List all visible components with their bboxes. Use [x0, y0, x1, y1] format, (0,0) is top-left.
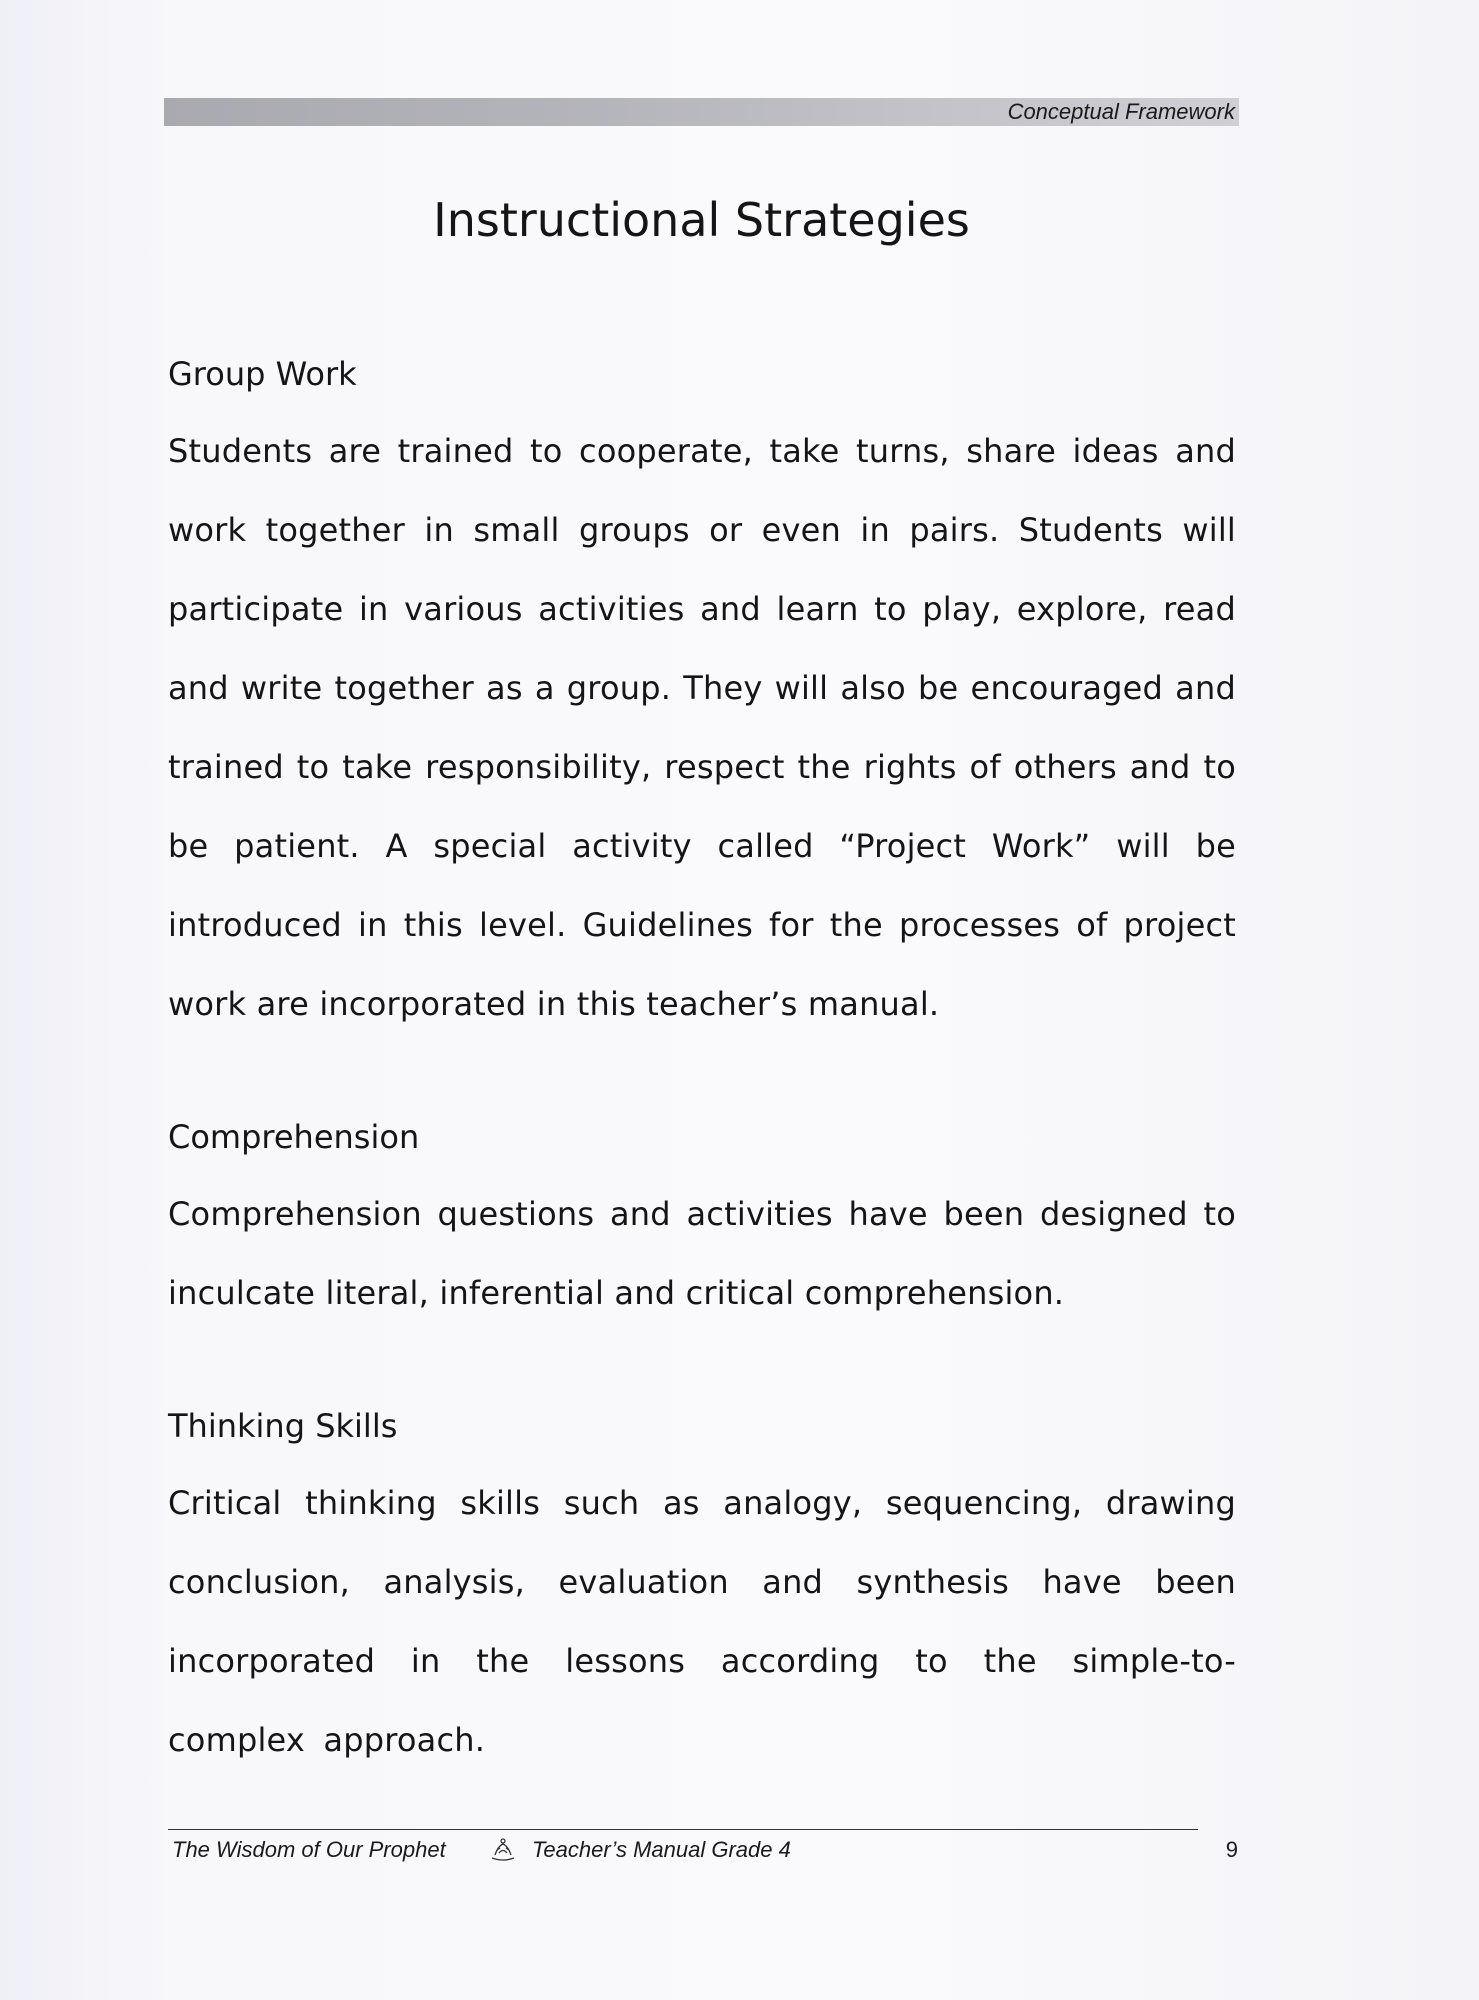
section-body: Students are trained to cooperate, take turns, share ideas and work together in small groups or even in pairs. Students will participate in various activities and learn to play, explore, read and write together as a group. They will also be encouraged and trained to take responsibility, respect the rights of others and to be patient. A special activity called “Project Work” will be introduced in this level. Guidelines for the processes of project work are incorporated in this teacher’s manual. [168, 432, 1236, 1023]
section-body: Critical thinking skills such as analogy, sequencing, drawing conclusion, analysis, evaluation and synthesis have been incorporated in the lessons according to the simple-to-complex approach. [168, 1484, 1236, 1759]
footer-divider [168, 1829, 1198, 1830]
honorific-emblem-icon [488, 1836, 518, 1864]
section-thinking-skills [168, 1406, 1236, 1780]
page-number: 9 [1225, 1837, 1238, 1862]
footer [172, 1836, 1238, 1866]
footer-manual-title: Teacher’s Manual Grade 4 [532, 1837, 791, 1862]
section-heading: Thinking Skills [168, 1407, 398, 1445]
page-title: Instructional Strategies [433, 193, 970, 247]
footer-book-title: The Wisdom of Our Prophet [172, 1837, 446, 1862]
section-heading: Group Work [168, 355, 357, 393]
section-heading: Comprehension [168, 1118, 420, 1156]
section-body: Comprehension questions and activities have been designed to inculcate literal, inferential and critical comprehension. [168, 1195, 1236, 1312]
header-bar [164, 98, 1239, 126]
section-comprehension [168, 1117, 1236, 1333]
section-group-work [168, 354, 1236, 1044]
header-label: Conceptual Framework [1007, 99, 1235, 124]
